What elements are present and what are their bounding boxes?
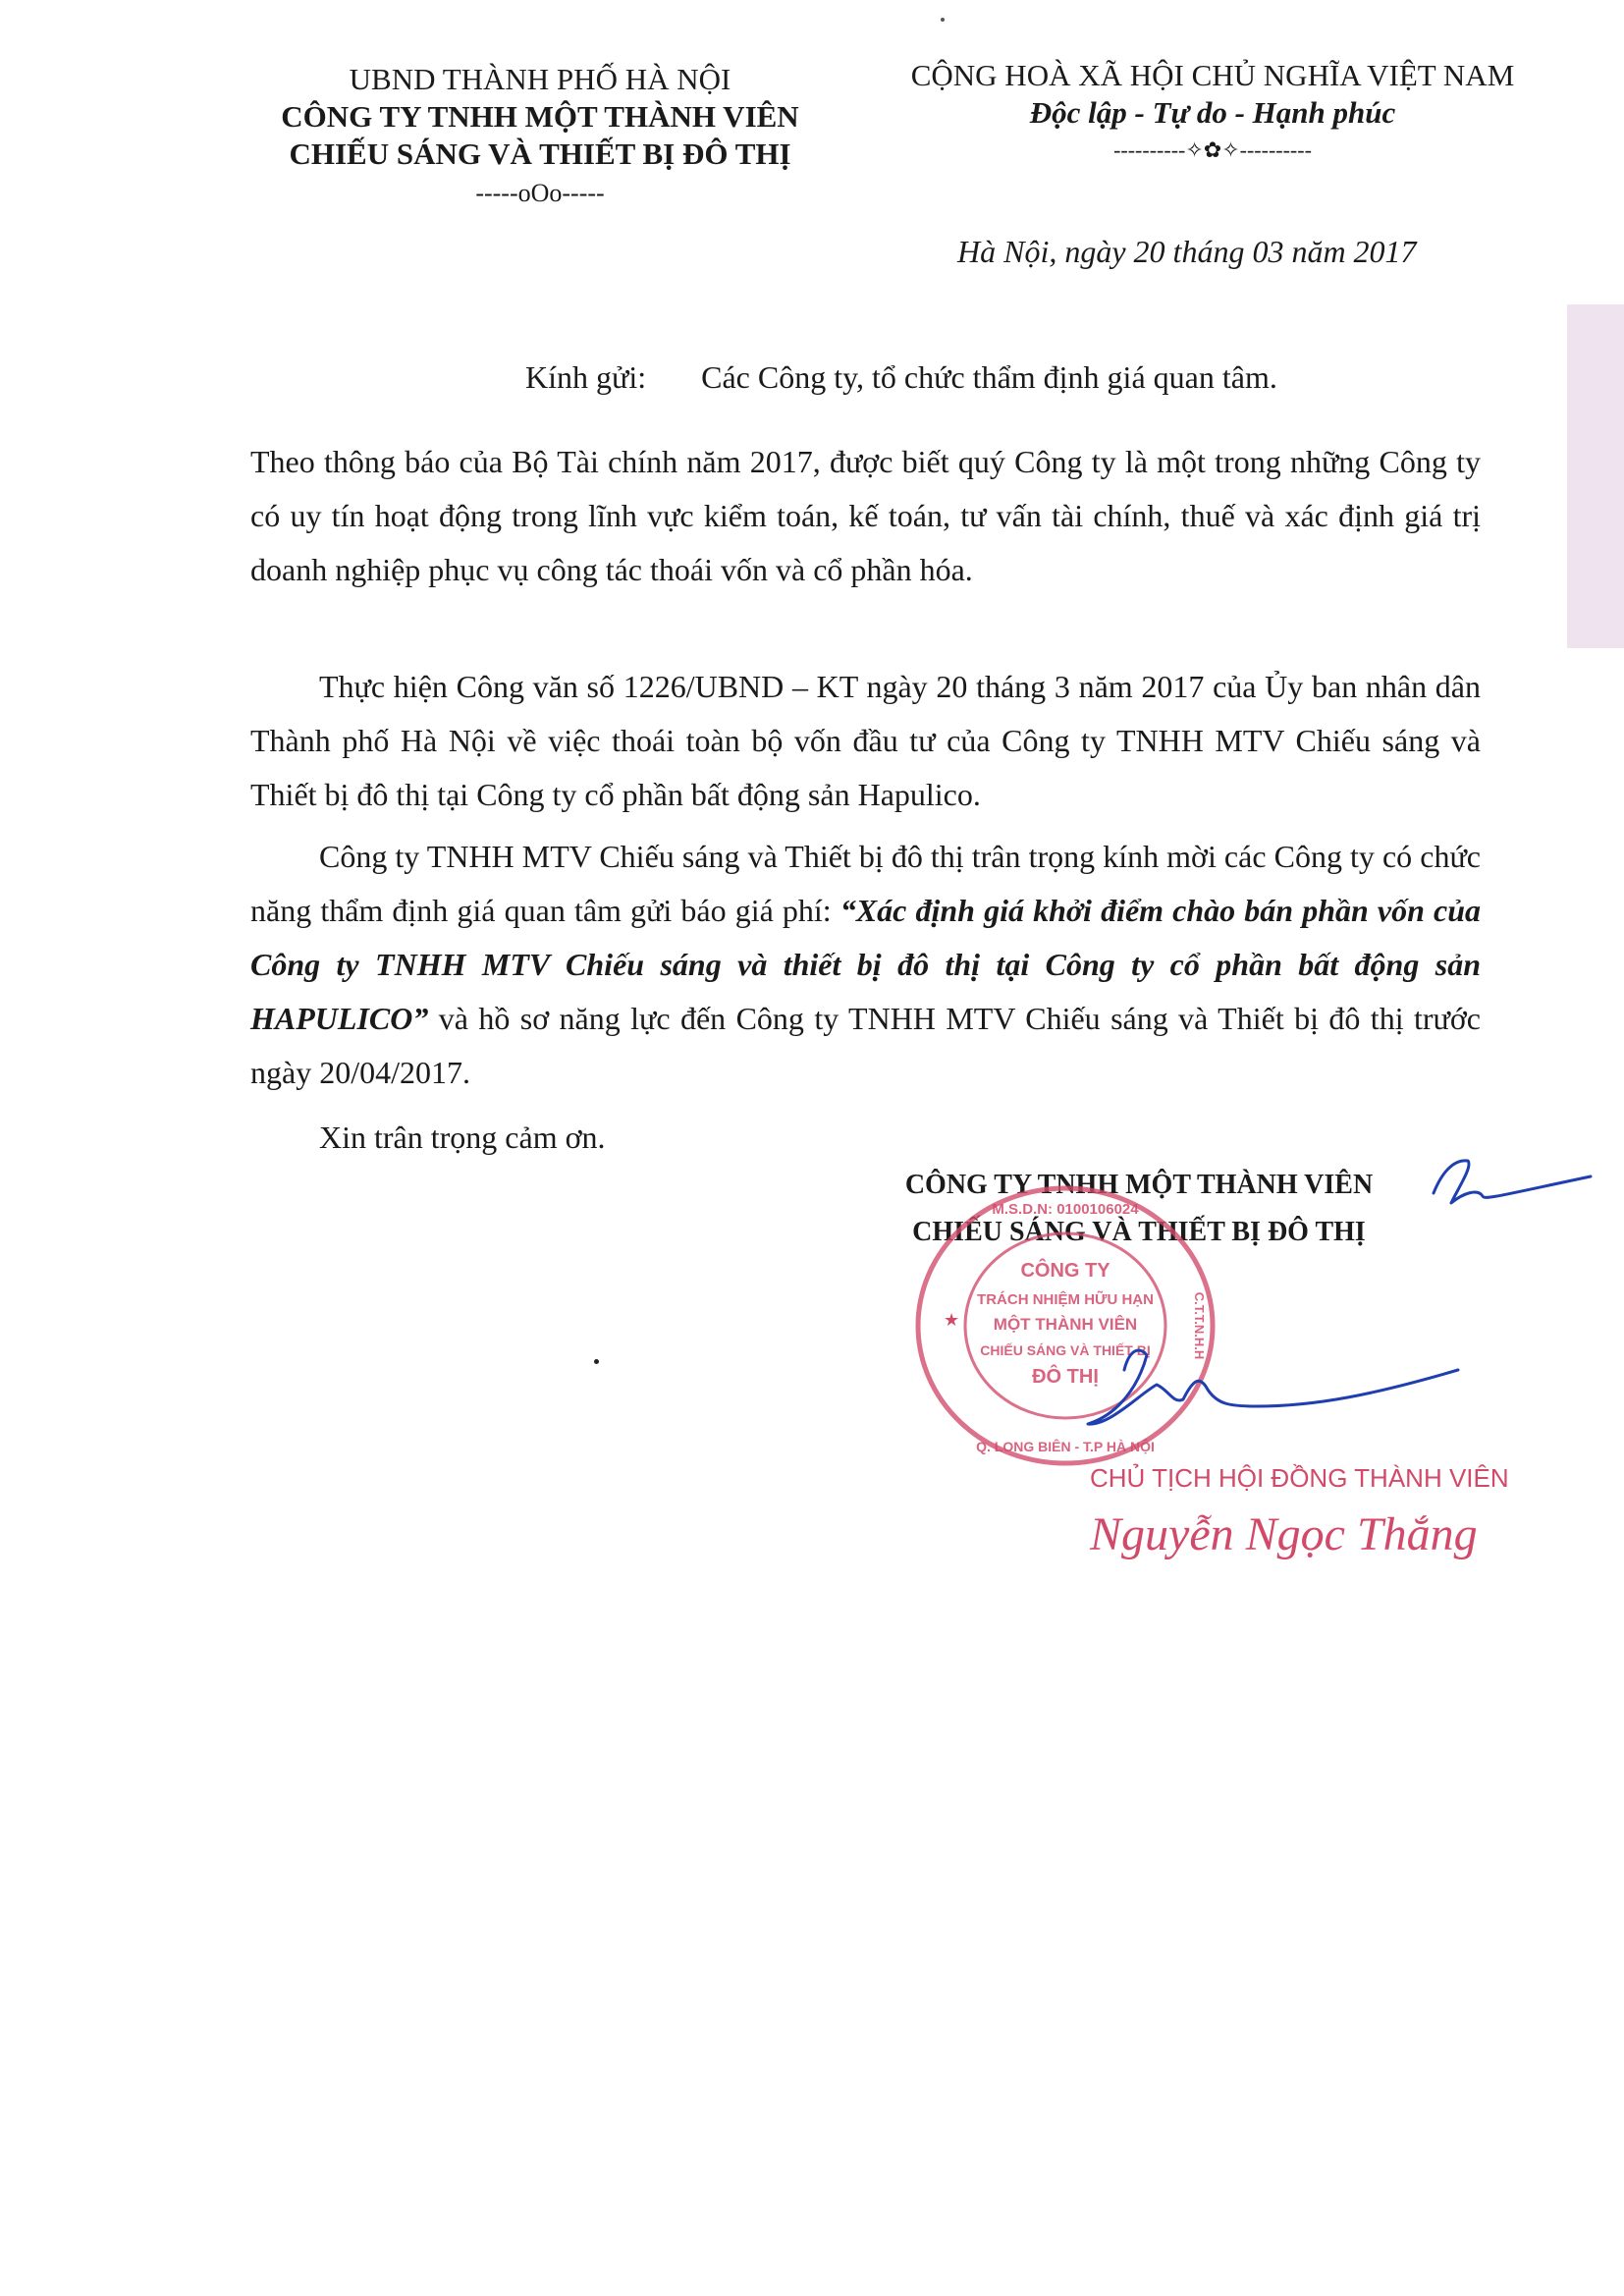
body-paragraph-2: Thực hiện Công văn số 1226/UBND – KT ngày 20 tháng 3 năm 2017 của Ủy ban nhân dân Thành phố Hà Nội về việc thoái toàn bộ vốn đầu tư của Công ty TNHH MTV Chiếu sáng và Thiết bị đô thị tại Công ty cổ phần bất động sản Hapulico. bbox=[250, 669, 1481, 812]
scan-speck bbox=[941, 18, 945, 22]
scan-speck bbox=[594, 1359, 599, 1364]
salutation-recipient: Các Công ty, tổ chức thẩm định giá quan tâm. bbox=[701, 359, 1277, 395]
scan-edge-strip bbox=[1567, 304, 1624, 648]
issuer-divider: -----oOo----- bbox=[475, 179, 605, 207]
issuer-header bbox=[226, 61, 854, 212]
national-header bbox=[815, 57, 1610, 169]
stamp-line-4: CHIẾU SÁNG VÀ THIẾT BỊ bbox=[980, 1342, 1151, 1358]
salutation bbox=[525, 359, 1277, 396]
signatory-title: CHỦ TỊCH HỘI ĐỒNG THÀNH VIÊN bbox=[1090, 1463, 1509, 1493]
closing-line: Xin trân trọng cảm ơn. bbox=[319, 1120, 606, 1155]
body-paragraph-3 bbox=[250, 830, 1481, 1100]
body-paragraph-3-intro: Công ty TNHH MTV Chiếu sáng và Thiết bị đô thị trân trọng kính mời các Công ty có chức năng thẩm định giá quan tâm gửi báo giá phí: bbox=[250, 839, 1481, 928]
signature-org-line1: CÔNG TY TNHH MỘT THÀNH VIÊN bbox=[904, 1170, 1374, 1200]
date-line: Hà Nội, ngày 20 tháng 03 năm 2017 bbox=[957, 234, 1417, 269]
body-paragraph-3-tail: và hồ sơ năng lực đến Công ty TNHH MTV Chiếu sáng và Thiết bị đô thị trước ngày 20/04/2017. bbox=[250, 1001, 1481, 1090]
stamp-ring-top: M.S.D.N: 0100106024 bbox=[992, 1201, 1139, 1218]
stamp-ring-right: C.T.T.N.H.H bbox=[1192, 1291, 1207, 1360]
stamp-line-3: MỘT THÀNH VIÊN bbox=[993, 1315, 1138, 1334]
signatory-name: Nguyễn Ngọc Thắng bbox=[1090, 1508, 1478, 1560]
stamp-ring-bottom: Q. LONG BIÊN - T.P HÀ NỘI bbox=[976, 1439, 1155, 1454]
stamp-line-1: CÔNG TY bbox=[1020, 1260, 1110, 1282]
national-slogan: Độc lập - Tự do - Hạnh phúc bbox=[1029, 95, 1396, 130]
body-paragraph-1: Theo thông báo của Bộ Tài chính năm 2017, được biết quý Công ty là một trong những Công ty có uy tín hoạt động trong lĩnh vực kiểm toán, kế toán, tư vấn tài chính, thuế và xác định giá trị doanh nghiệp phục vụ công tác thoái vốn và cổ phần hóa. bbox=[250, 444, 1481, 587]
stamp-star-icon: ★ bbox=[944, 1310, 960, 1331]
handwritten-signature bbox=[972, 1149, 1600, 1503]
issuer-company-line2: CHIẾU SÁNG VÀ THIẾT BỊ ĐÔ THỊ bbox=[289, 137, 791, 171]
body-paragraph-3-subject: “Xác định giá khởi điểm chào bán phần vốn của Công ty TNHH MTV Chiếu sáng và thiết bị đô thị tại Công ty cổ phần bất động sản HAPULICO” bbox=[250, 893, 1482, 1036]
stamp-line-2: TRÁCH NHIỆM HỮU HẠN bbox=[977, 1291, 1154, 1308]
signature-org-line2: CHIẾU SÁNG VÀ THIẾT BỊ ĐÔ THỊ bbox=[912, 1217, 1366, 1247]
national-motto: CỘNG HOÀ XÃ HỘI CHỦ NGHĨA VIỆT NAM bbox=[910, 58, 1515, 92]
issuer-authority: UBND THÀNH PHỐ HÀ NỘI bbox=[349, 62, 731, 96]
national-divider: ----------✧✿✧---------- bbox=[1113, 137, 1312, 162]
stamp-line-5: ĐÔ THỊ bbox=[1032, 1366, 1099, 1388]
issuer-company-line1: CÔNG TY TNHH MỘT THÀNH VIÊN bbox=[281, 99, 799, 134]
salutation-label: Kính gửi: bbox=[525, 359, 647, 395]
